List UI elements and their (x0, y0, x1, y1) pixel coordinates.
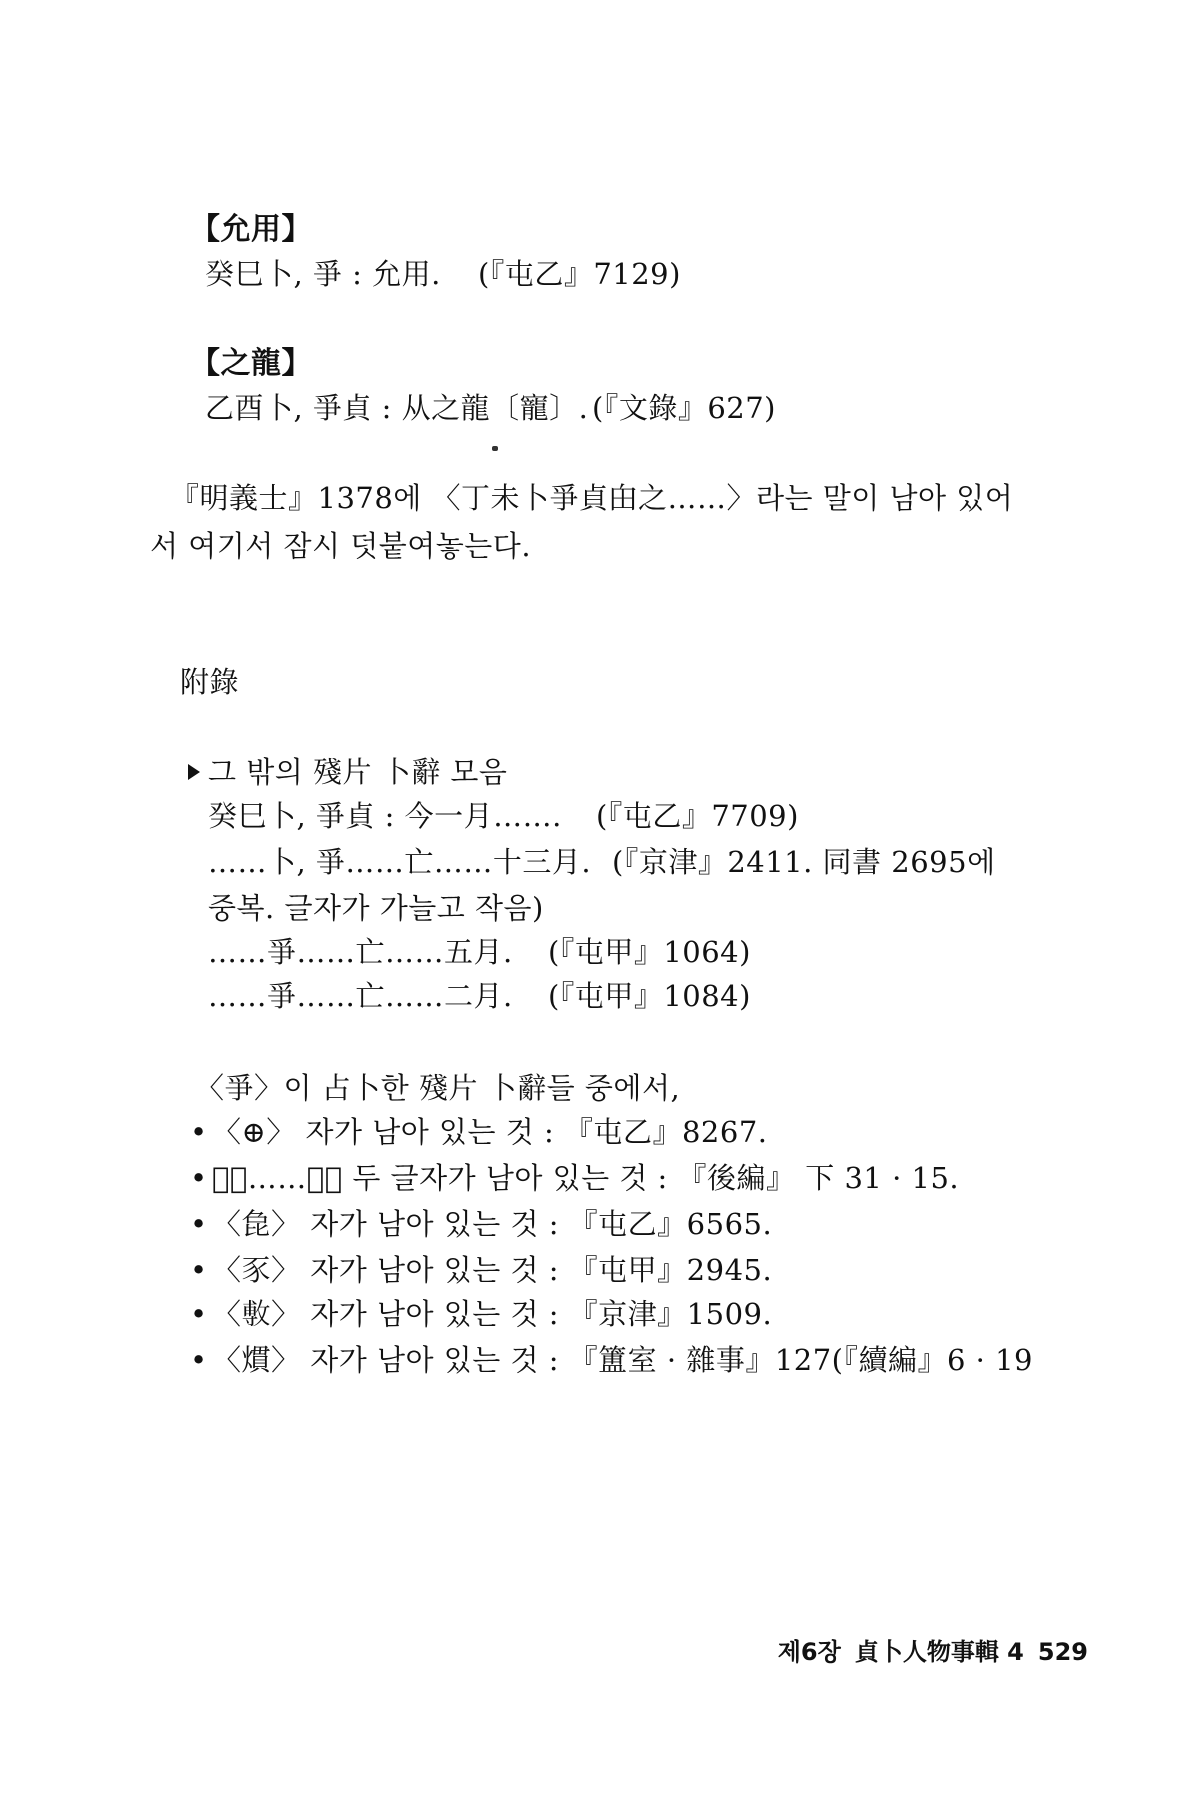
bullet-dot-icon: • (190, 1207, 208, 1241)
appendix-subheading (188, 754, 507, 790)
fragment-source: (『屯甲』1084) (548, 979, 751, 1013)
section-entry: 乙酉卜, 爭貞 : 从之龍〔寵〕. (205, 391, 589, 425)
list-item (190, 1296, 772, 1332)
list-item-text: 〈豕〉 자가 남아 있는 것 : 『屯甲』2945. (212, 1253, 773, 1287)
fragment-entry-continued: 중복. 글자가 가늘고 작음) (208, 891, 544, 925)
fragment-entry: ……爭……亡……五月. (208, 935, 513, 969)
section-source: (『文錄』627) (592, 391, 776, 425)
bullet-dot-icon: • (190, 1297, 208, 1331)
list-item-text: 〈⊕〉 자가 남아 있는 것 : 『屯乙』8267. (212, 1115, 768, 1149)
bullet-dot-icon: • (190, 1343, 208, 1377)
fragment-source: (『屯甲』1064) (548, 935, 751, 969)
note-line-2: 서 여기서 잠시 덧붙여놓는다. (150, 529, 532, 563)
fragment-source: (『京津』2411. 同書 2695에 (612, 845, 996, 879)
list-item-text: 〈𤎽〉 자가 남아 있는 것 : 『簠室 · 雜事』127(『續編』6 · 19 (212, 1343, 1034, 1377)
running-footer (764, 1632, 1088, 1667)
triangle-bullet-icon (188, 764, 200, 780)
appendix-title: 附錄 (180, 665, 240, 699)
list-item (190, 1114, 768, 1150)
fragment-entry: ……卜, 爭……亡……十三月. (208, 845, 592, 879)
fragment-entry: ……爭……亡……二月. (208, 979, 513, 1013)
fragment-source: (『屯乙』7709) (596, 799, 799, 833)
section-heading: 【允用】 (190, 212, 312, 247)
footer-chapter: 제6장 (777, 1638, 841, 1666)
note-line-1: 『明義士』1378에 〈丁未卜爭貞甶之……〉라는 말이 남아 있어 (170, 481, 1014, 515)
list-item-text: 〈㲋〉 자가 남아 있는 것 : 『屯乙』6565. (212, 1207, 773, 1241)
bullet-dot-icon: • (190, 1161, 208, 1195)
section-entry: 癸巳卜, 爭 : 允用. (205, 257, 441, 291)
fragment-entry: 癸巳卜, 爭貞 : 今一月……. (208, 799, 562, 833)
list-item (190, 1252, 772, 1288)
section-heading: 【之龍】 (190, 346, 312, 381)
section-source: (『屯乙』7129) (478, 257, 681, 291)
list-item-text: 〈𠃬……𤕫〉 두 글자가 남아 있는 것 : 『後編』 下 31 · 15. (212, 1161, 960, 1195)
page-number: 529 (1037, 1638, 1088, 1666)
appendix-subheading-text: 그 밖의 殘片 卜辭 모음 (208, 755, 508, 789)
appendix-intro: 〈爭〉이 占卜한 殘片 卜辭들 중에서, (195, 1071, 681, 1105)
list-item (190, 1206, 772, 1242)
list-item-text: 〈𢾭〉 자가 남아 있는 것 : 『京津』1509. (212, 1297, 773, 1331)
print-speck (492, 446, 498, 451)
list-item (190, 1160, 959, 1196)
bullet-dot-icon: • (190, 1253, 208, 1287)
bullet-dot-icon: • (190, 1115, 208, 1149)
footer-title: 貞卜人物事輯 4 (854, 1638, 1024, 1666)
list-item (190, 1342, 1033, 1378)
